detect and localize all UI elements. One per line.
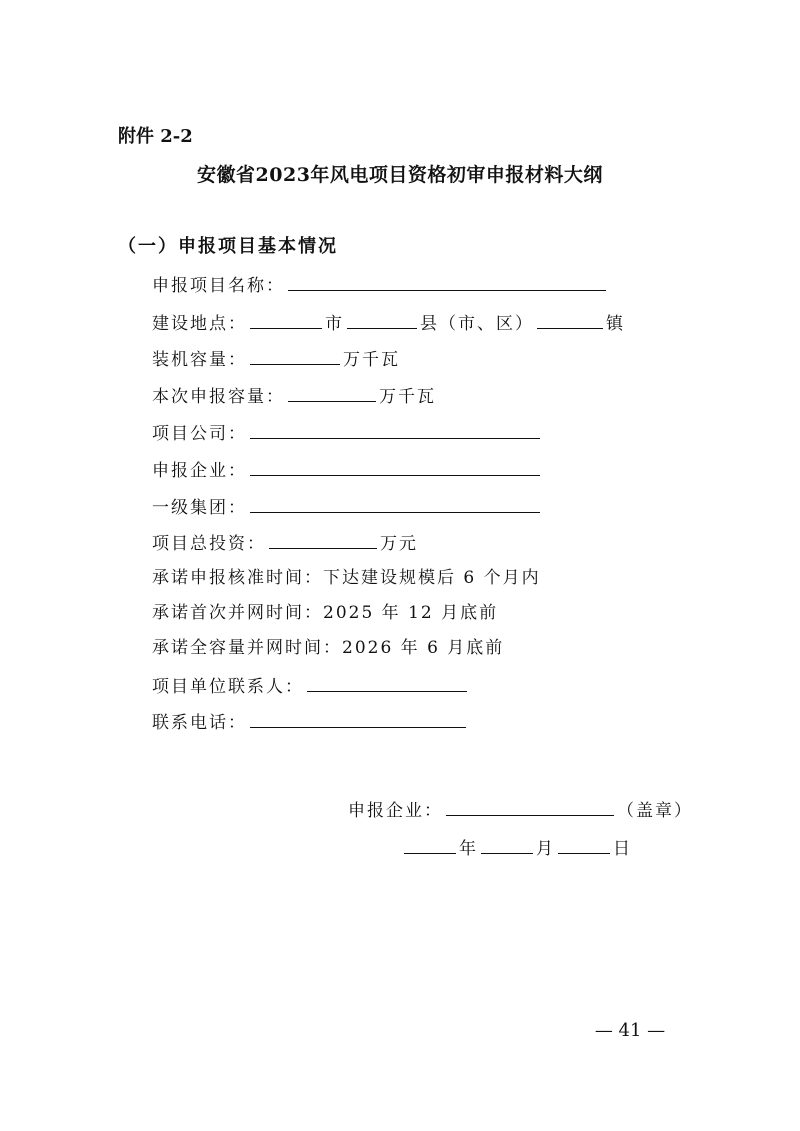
year-label: 年 bbox=[459, 839, 478, 859]
project-name-row bbox=[152, 272, 609, 298]
signature-applicant-blank bbox=[446, 797, 614, 816]
month-blank bbox=[481, 835, 533, 854]
attachment-label: 附件 2-2 bbox=[118, 126, 193, 147]
capacity-label: 装机容量： bbox=[152, 350, 247, 370]
signature-applicant-row bbox=[348, 797, 693, 823]
group-label: 一级集团： bbox=[152, 498, 247, 518]
first-grid-time-row: 承诺首次并网时间：2025 年 12 月底前 bbox=[152, 603, 499, 623]
city-blank bbox=[250, 310, 322, 329]
apply-capacity-unit: 万千瓦 bbox=[379, 387, 436, 407]
investment-unit: 万元 bbox=[380, 534, 418, 554]
group-row bbox=[152, 494, 543, 520]
section-heading: （一）申报项目基本情况 bbox=[118, 236, 338, 257]
capacity-blank bbox=[250, 346, 340, 365]
county-blank bbox=[347, 310, 417, 329]
investment-blank bbox=[269, 530, 377, 549]
page-number: — 41 — bbox=[594, 1020, 666, 1041]
approval-time-row: 承诺申报核准时间：下达建设规模后 6 个月内 bbox=[152, 568, 541, 588]
capacity-unit: 万千瓦 bbox=[343, 350, 400, 370]
company-blank bbox=[250, 420, 540, 439]
phone-label: 联系电话： bbox=[152, 713, 247, 733]
month-label: 月 bbox=[536, 839, 555, 859]
applicant-label: 申报企业： bbox=[152, 461, 247, 481]
county-label: 县（市、区） bbox=[420, 314, 534, 334]
investment-row bbox=[152, 530, 418, 556]
apply-capacity-row bbox=[152, 383, 436, 409]
applicant-row bbox=[152, 457, 543, 483]
project-name-label: 申报项目名称： bbox=[152, 276, 285, 296]
town-blank bbox=[537, 310, 603, 329]
capacity-row bbox=[152, 346, 400, 372]
company-row bbox=[152, 420, 543, 446]
project-name-blank bbox=[288, 272, 606, 291]
apply-capacity-label: 本次申报容量： bbox=[152, 387, 285, 407]
contact-label: 项目单位联系人： bbox=[152, 677, 304, 697]
document-title: 安徽省2023年风电项目资格初审申报材料大纲 bbox=[197, 164, 603, 186]
apply-capacity-blank bbox=[288, 383, 376, 402]
city-label: 市 bbox=[325, 314, 344, 334]
contact-row bbox=[152, 673, 470, 699]
contact-blank bbox=[307, 673, 467, 692]
phone-row bbox=[152, 709, 469, 735]
town-label: 镇 bbox=[606, 314, 625, 334]
company-label: 项目公司： bbox=[152, 424, 247, 444]
year-blank bbox=[404, 835, 456, 854]
full-grid-time-row: 承诺全容量并网时间：2026 年 6 月底前 bbox=[152, 638, 505, 658]
signature-applicant-label: 申报企业： bbox=[348, 801, 443, 821]
applicant-blank bbox=[250, 457, 540, 476]
phone-blank bbox=[250, 709, 466, 728]
location-label: 建设地点： bbox=[152, 314, 247, 334]
investment-label: 项目总投资： bbox=[152, 534, 266, 554]
location-row bbox=[152, 310, 625, 336]
day-blank bbox=[558, 835, 610, 854]
seal-label: （盖章） bbox=[617, 801, 693, 821]
date-row bbox=[404, 835, 632, 861]
day-label: 日 bbox=[613, 839, 632, 859]
group-blank bbox=[250, 494, 540, 513]
